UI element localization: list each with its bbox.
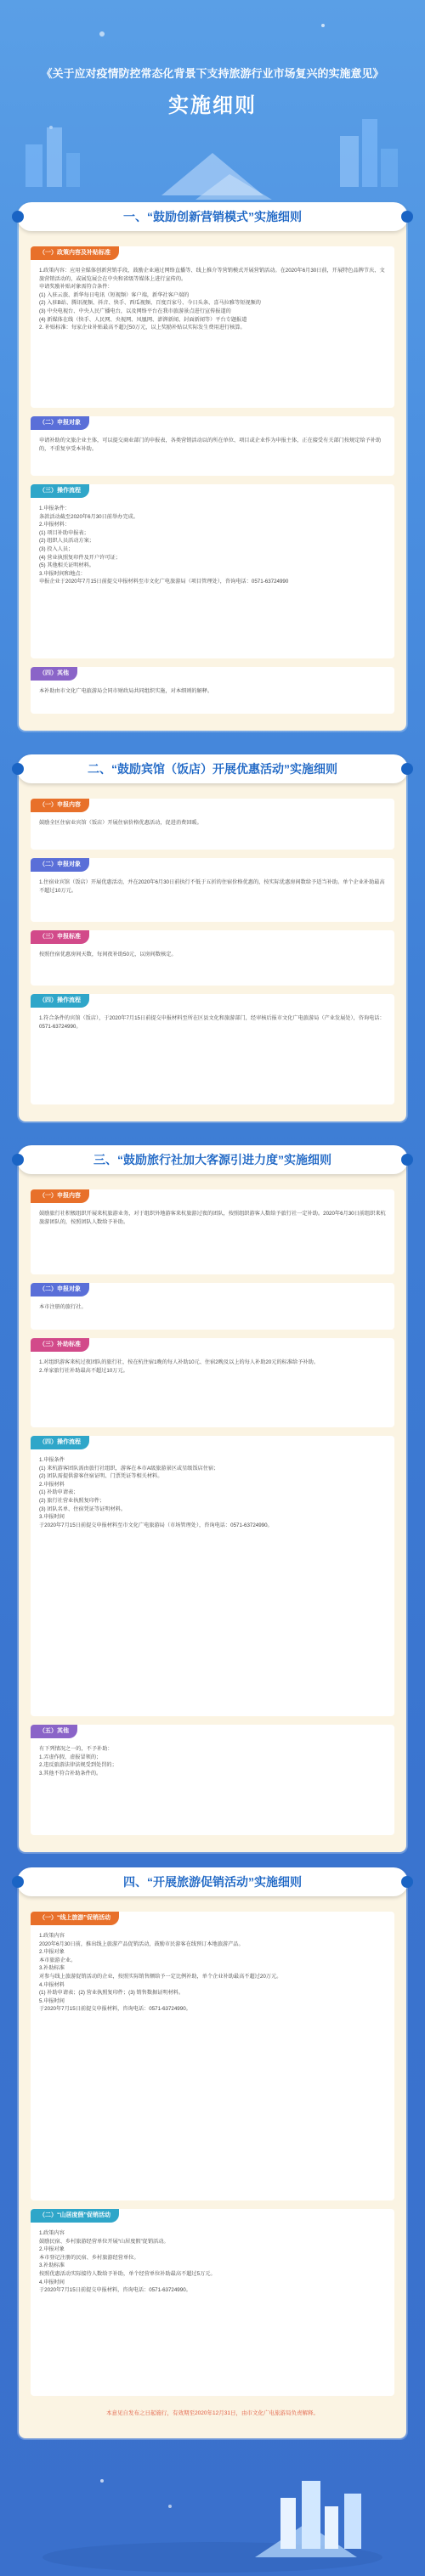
section-2-card-applicant bbox=[31, 858, 394, 922]
card-tag: （三）申报标准 bbox=[31, 930, 89, 944]
section-1-card-applicant bbox=[31, 416, 394, 476]
card-text: 本市注册的旅行社。 bbox=[39, 1304, 87, 1310]
card-tag: （二）“山居度假”促销活动 bbox=[31, 2209, 119, 2223]
section-2-card-standard bbox=[31, 930, 394, 986]
section-4-title: 四、“开展旅游促销活动”实施细则 bbox=[123, 1875, 302, 1889]
card-text: 1.对组织游客来杭过夜团队的旅行社，按在杭住宿1晚的每人补助10元、住宿2晚及以上的每人补助20元的标准给予补助。 2.单家旅行社补助最高不超过10万元。 bbox=[39, 1359, 319, 1374]
section-4-banner bbox=[17, 1867, 408, 1896]
card-tag: （一）政策内容及补贴标准 bbox=[31, 246, 119, 260]
card-text: 本补助由市文化广电旅游局会同市财政局共同组织实施，对本细则的解释。 bbox=[39, 688, 213, 694]
section-2-card-process bbox=[31, 994, 394, 1104]
card-text: 1.政策内容：应用全媒体创新营销手段，鼓励企业通过网络直播等、线上推介等营销模式开展营销活动。在2020年6月30日前，开展特色品牌节庆、文旅营销活动的，或展览展会在中央和省级等媒体上进行宣传的。 申请奖励补贴对象需符合条件： (1) 入驻云旅、新华每日电讯（短视频）客户端，新华社客户端的 (2) 入驻B站、腾讯视频、抖音、快手、西瓜视频、百度百家号、今日头条、喜马拉雅等短视频的 (3) 中央电视台、中央人民广播电台，以及网络平台在我市旅游景点进行宣传报道的 (4) 新媒体在线（快手、人民网、央视网、凤凰网、澎湃新闻、封面新闻等）平台专题报道 2. 补贴标准：每家企业补贴最高不超过50万元，以上奖励补贴以实际发生费用进行核算。 bbox=[39, 268, 385, 331]
card-tag: （一）“线上旅游”促销活动 bbox=[31, 1912, 119, 1925]
section-1-title: 一、“鼓励创新营销模式”实施细则 bbox=[123, 210, 302, 223]
section-1-card-policy bbox=[31, 246, 394, 408]
page-subtitle: 实施细则 bbox=[168, 94, 257, 117]
section-1-card-other bbox=[31, 667, 394, 714]
card-tag: （四）其他 bbox=[31, 667, 77, 681]
card-text: 鼓励旅行社积极组织开展来杭旅游业务，对于组织外地游客来杭旅游过夜的团队，按照组织游客人数给予旅行社一定补助。2020年6月30日前组织来杭旅游团队的，按照团队人数给予补助。 bbox=[39, 1211, 386, 1225]
section-4-card-mountain bbox=[31, 2209, 394, 2396]
card-text: 1.政策内容 2020年6月30日前，推出线上旅游产品促销活动，鼓励市民游客在线预订本地旅游产品。 2.申报对象 本市旅游企业。 3.补助标准 对参与线上旅游促销活动的企业，按照实际销售额给予一定比例补助，单个企业补助最高不超过20万元。 4.申报材料 (1) 补助申请表；(2) 营业执照复印件；(3) 销售数据证明材料。 5.申报时间 于2020年7月15日前提交申报材料，咨询电话：0571-63724990。 bbox=[39, 1933, 282, 2013]
section-3-card-other bbox=[31, 1725, 394, 1835]
card-tag: （一）申报内容 bbox=[31, 1189, 89, 1203]
document-title: 《关于应对疫情防控常态化背景下支持旅游行业市场复兴的实施意见》 bbox=[41, 67, 384, 80]
card-text: 1.符合条件的宾馆（饭店），于2020年7月15日前提交申报材料至所在区县文化和旅游部门，经审核后报市文化广电旅游局（产业发展处），咨询电话：0571-63724990。 bbox=[39, 1015, 385, 1030]
card-tag: （四）操作流程 bbox=[31, 1436, 89, 1449]
card-tag: （一）申报内容 bbox=[31, 799, 89, 812]
card-tag: （三）补助标准 bbox=[31, 1338, 89, 1352]
hero bbox=[0, 0, 425, 212]
card-text: 1.申报条件： 条款活动截至2020年6月30日前举办完成。 2.申报材料： (1) 项目补助申报表； (2) 组织人员活动方案； (3) 投入人员； (4) 营业执照复印件及开户许可证； (5) 其他相关证明材料。 3.申报时间和地点： 申报企业于2020年7月15日前提交申报材料至市文化广电旅游局（项目管理处），咨询电话：0571-63724990 bbox=[39, 506, 289, 585]
section-3-banner bbox=[17, 1145, 408, 1174]
section-1-card-process bbox=[31, 484, 394, 658]
section-3-title: 三、“鼓励旅行社加大客源引进力度”实施细则 bbox=[94, 1153, 332, 1167]
card-text: 鼓励全区住宿业宾馆（饭店）开展住宿价格优惠活动，促进消费回暖。 bbox=[39, 820, 202, 826]
card-tag: （五）其他 bbox=[31, 1725, 77, 1738]
section-2-card-content bbox=[31, 799, 394, 850]
card-tag: （三）操作流程 bbox=[31, 484, 89, 498]
card-text: 申请补助的文旅企业主体，可以提交商业部门的申报表，各类营销活动以的所在单位、项目或企业作为申报主体，正在接受有关部门按规定给予补助的，不重复享受本补助。 bbox=[39, 438, 382, 452]
card-text: 1.住宿业宾馆（饭店）开展优惠活动，并在2020年6月30日前执行不低于五折的住宿价格优惠的，按实际优惠房间数给予适当补助。单个企业补助最高不超过10万元。 bbox=[39, 879, 385, 894]
section-2-title: 二、“鼓励宾馆（饭店）开展优惠活动”实施细则 bbox=[88, 762, 337, 776]
section-4-card-online bbox=[31, 1912, 394, 2200]
card-tag: （四）操作流程 bbox=[31, 994, 89, 1008]
card-text: 1.政策内容 鼓励民宿、乡村旅游经营单位开展“山居度假”促销活动。 2.申报对象 本市登记注册的民宿、乡村旅游经营单位。 3.补助标准 按照优惠活动实际接待人数给予补助，单个经营单位补助最高不超过5万元。 4.申报时间 于2020年7月15日前提交申报材料，咨询电话：0571-63724990。 bbox=[39, 2230, 216, 2294]
card-tag: （二）申报对象 bbox=[31, 858, 89, 872]
section-3-card-process bbox=[31, 1436, 394, 1716]
section-3-card-applicant bbox=[31, 1283, 394, 1330]
card-text: 有下列情况之一的，不予补助： 1.弄虚作假、虚报冒领的； 2.违反旅游法律法规受到处罚的； 3.其他不符合补助条件的。 bbox=[39, 1746, 117, 1777]
bottom-city-illustration bbox=[0, 2447, 425, 2576]
section-2-banner bbox=[17, 754, 408, 783]
card-text: 按照住宿优惠房间天数，每间夜补助50元，以房间数核定。 bbox=[39, 952, 177, 958]
card-tag: （二）申报对象 bbox=[31, 416, 89, 430]
section-1-banner bbox=[17, 202, 408, 231]
card-tag: （二）申报对象 bbox=[31, 1283, 89, 1296]
section-3-card-content bbox=[31, 1189, 394, 1274]
section-3-card-standard bbox=[31, 1338, 394, 1427]
card-text: 1.申报条件 (1) 来杭游客团队需由旅行社组织，游客在本市A级旅游景区或星级饭店住宿； (2) 团队需提供游客住宿证明、门票凭证等相关材料。 2.申报材料 (1) 补助申请表； (2) 旅行社营业执照复印件； (3) 团队名单、住宿凭证等证明材料。 3.申报时间 于2020年7月15日前提交申报材料至市文化广电旅游局（市场管理处），咨询电话：0571-63724990。 bbox=[39, 1457, 273, 1528]
footer-note: 本意见自发布之日起施行，有效期至2020年12月31日，由市文化广电旅游局负责解释。 bbox=[106, 2410, 319, 2416]
